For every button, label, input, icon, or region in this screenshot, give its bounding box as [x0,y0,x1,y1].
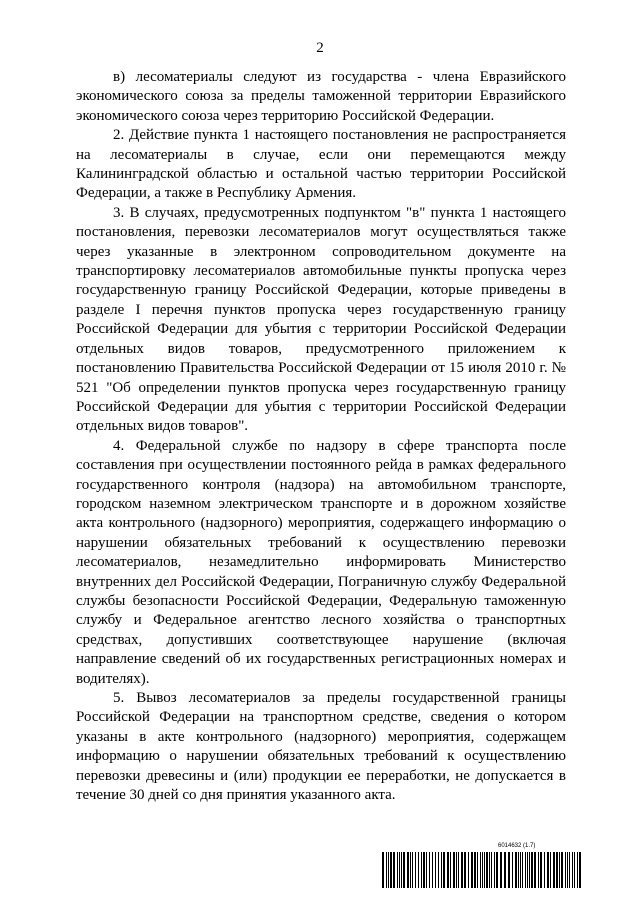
barcode-bar [486,852,488,888]
barcode-bar [438,852,439,888]
barcode-bar [544,852,545,888]
barcode-bar [386,852,387,888]
barcode-bar [500,852,502,888]
barcode-bar [534,852,536,888]
barcode-bar [484,852,485,888]
barcode-bar [491,852,492,888]
barcode-bar [441,852,442,888]
barcode-bar [443,852,445,888]
barcode-bar [556,852,558,888]
barcode-bar [432,852,433,888]
paragraph-item-4: 4. Федеральной службе по надзору в сфере транспорта после составления при осуществлении постоянного рейда в рамках федерального государственного контроля (надзора) на автомобильном транспорте, городском наземном электрическом транспорте и в дорожном хозяйстве акта контрольного (надзорного) мероприятия, содержащего информацию о нарушении обязательных требований к осуществлению перевозки лесоматериалов, незамедлительно информировать Министерство внутренних дел Российской Федерации, Пограничную службу Федеральной службы безопасности Российской Федерации, Федеральную таможенную службу и Федеральное агентство лесного хозяйства о транспортных средствах, допустивших соответствующее нарушение (включая направление сведений об их государственных регистрационных номерах и водителях). [76,437,566,687]
barcode-bar [569,852,570,888]
barcode-bar [527,852,528,888]
barcode-bar [458,852,459,888]
barcode-bar [529,852,530,888]
barcode-bar [468,852,469,888]
barcode-bar [390,852,392,888]
barcode-bar [559,852,560,888]
barcode-bar [477,852,478,888]
barcode-bar [423,852,425,888]
barcode-bar [522,852,523,888]
barcode-bar [447,852,449,888]
barcode-bar [412,852,413,888]
barcode-bar [561,852,563,888]
page-number: 2 [316,40,324,56]
barcode-bar [415,852,416,888]
barcode-bar [471,852,473,888]
barcode-bar [450,852,451,888]
barcode-bar [474,852,476,888]
barcode-bar [538,852,539,888]
barcode-bar [382,852,384,888]
barcode-bar [577,852,578,888]
barcode-block [382,842,582,890]
barcode-bar [550,852,551,888]
paragraph-item-2: 2. Действие пункта 1 настоящего постановления не распространяется на лесоматериалы в случае, если они перемещаются между Калининградской областью и остальной частью территории Российской Федерации, а также в Республику Армения. [76,127,566,202]
barcode-bar [520,852,521,888]
barcode-bar [435,852,436,888]
barcode-bar [393,852,395,888]
barcode-bar [508,852,510,888]
barcode-bar [567,852,568,888]
barcode-bar [574,852,575,888]
barcode-bar [482,852,483,888]
barcode-bar [480,852,481,888]
document-body [76,68,566,805]
barcode-icon [382,852,582,888]
barcode-bar [496,852,498,888]
barcode-bar [579,852,581,888]
barcode-bar [397,852,398,888]
barcode-caption: 6014632 (1.7) [498,843,536,849]
barcode-bar [518,852,519,888]
barcode-bar [512,852,513,888]
barcode-bar [572,852,573,888]
barcode-bar [464,852,466,888]
barcode-bar [540,852,542,888]
barcode-bar [399,852,400,888]
barcode-bar [565,852,566,888]
barcode-bar [453,852,455,888]
barcode-bar [547,852,549,888]
paragraph-item-5: 5. Вывоз лесоматериалов за пределы государственной границы Российской Федерации на транспортном средстве, сведения о котором указаны в акте контрольного (надзорного) мероприятия, содержащем информацию о нарушении обязательных требований к осуществлению перевозки древесины и (или) продукции ее переработки, не допускается в течение 30 дней со дня принятия указанного акта. [76,690,566,804]
barcode-bar [515,852,517,888]
barcode-bar [418,852,419,888]
barcode-bar [456,852,457,888]
paragraph-item-3: 3. В случаях, предусмотренных подпунктом "в" пункта 1 настоящего постановления, перевозки лесоматериалов могут осуществляться также через указанные в электронном сопроводительном документе на транспортировку лесоматериалов автомобильные пункты пропуска через государственную границу Российской Федерации, которые приведены в разделе I перечня пунктов пропуска через государственную границу Российской Федерации для убытия с территории Российской Федерации отдельных видов товаров, предусмотренного приложением к постановлению Правительства Российской Федерации от 15 июля 2010 г. № 521 "Об определении пунктов пропуска через государственную границу Российской Федерации для убытия с территории Российской Федерации отдельных видов товаров". [76,204,566,435]
barcode-bar [504,852,506,888]
barcode-bar [525,852,526,888]
barcode-bar [421,852,422,888]
barcode-bar [410,852,411,888]
barcode-bar [553,852,555,888]
barcode-bar [531,852,533,888]
barcode-bar [388,852,389,888]
barcode-bar [429,852,430,888]
barcode-bar [407,852,409,888]
barcode-bar [494,852,495,888]
barcode-bar [401,852,402,888]
barcode-bar [461,852,463,888]
paragraph-subitem-v: в) лесоматериалы следуют из государства - члена Евразийского экономического союза за пределы таможенной территории Евразийского экономического союза через территорию Российской Федерации. [76,69,566,124]
barcode-bar [403,852,405,888]
barcode-bar [426,852,427,888]
barcode-bar [489,852,490,888]
